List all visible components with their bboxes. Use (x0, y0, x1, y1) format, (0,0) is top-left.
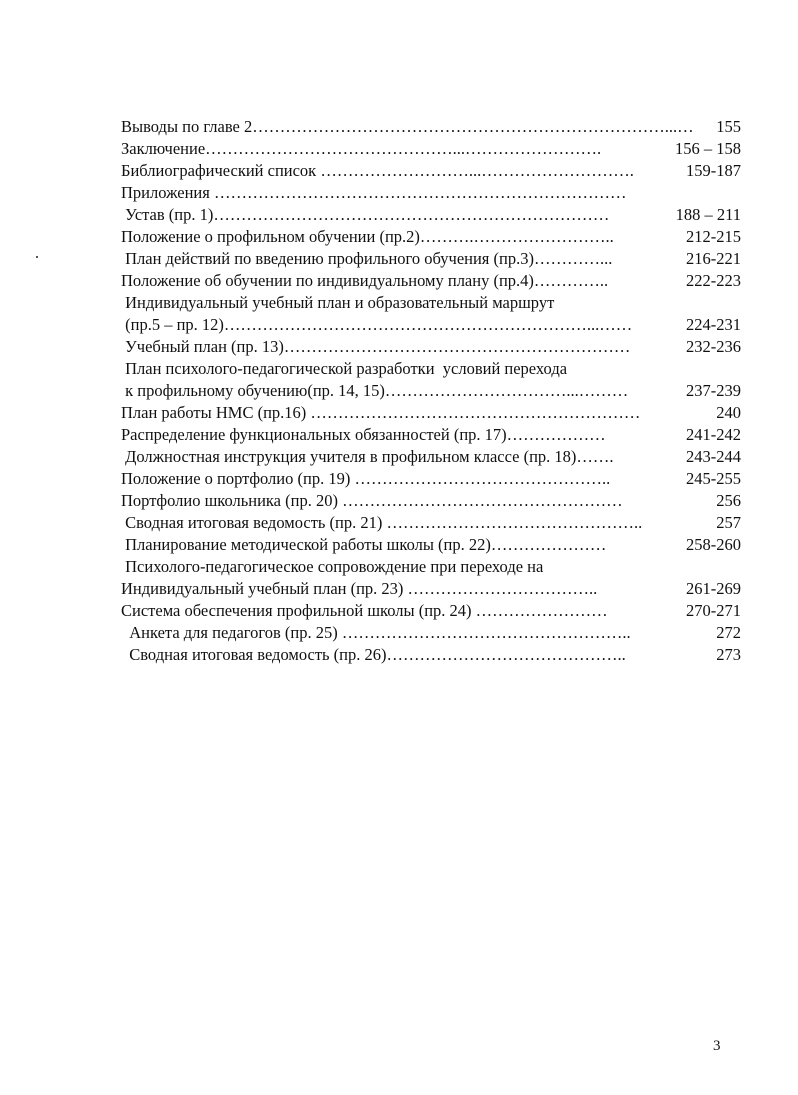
toc-entry-leader: …………………………….. (403, 579, 598, 598)
page-number: 3 (713, 1038, 721, 1054)
toc-entry (121, 424, 741, 446)
toc-entry-leader: ……………… (506, 425, 606, 444)
toc-entry-title: Индивидуальный учебный план и образовательный маршрут (121, 293, 555, 312)
toc-entry-page: 245-255 (686, 469, 741, 488)
toc-entry-page: 155 (716, 117, 741, 136)
toc-entry-leader: ……….…………………….. (419, 227, 614, 246)
toc-entry-title: Приложения (121, 183, 210, 202)
toc-entry-page: 216-221 (686, 249, 741, 268)
toc-entry-leader: ………………… (490, 535, 607, 554)
toc-entry-page: 241-242 (686, 425, 741, 444)
toc-entry-leader: …………... (533, 249, 613, 268)
toc-entry-leader: …………………………………………… (337, 491, 623, 510)
toc-entry-leader: …………………………………………………… (306, 403, 641, 422)
toc-entry-page: 240 (716, 403, 741, 422)
toc-entry (121, 622, 741, 644)
toc-entry-leader: ……………………………………….. (350, 469, 611, 488)
toc-entry-page: 273 (716, 645, 741, 664)
toc-entry (121, 468, 741, 490)
toc-entry (121, 402, 741, 424)
toc-entry-page: 261-269 (686, 579, 741, 598)
toc-entry-title: Должностная инструкция учителя в профильном классе (пр. 18) (121, 447, 577, 466)
toc-entry-leader: …………………………………….. (386, 645, 626, 664)
toc-entry-page: 237-239 (686, 381, 741, 400)
toc-entry (121, 116, 741, 138)
toc-entry-leader: ……………………………………………………………… (213, 205, 610, 224)
toc-entry-title: Сводная итоговая ведомость (пр. 21) (121, 513, 383, 532)
toc-entry-title: План действий по введению профильного обучения (пр.3) (121, 249, 534, 268)
toc-entry-title: Портфолио школьника (пр. 20) (121, 491, 338, 510)
toc-entry (121, 270, 741, 292)
toc-entry (121, 380, 741, 402)
toc-entry-title: Устав (пр. 1) (121, 205, 214, 224)
toc-entry (121, 600, 741, 622)
toc-entry-title: План работы НМС (пр.16) (121, 403, 307, 422)
toc-entry-page: 224-231 (686, 315, 741, 334)
toc-entry-leader: …………………… (471, 601, 608, 620)
scan-speck (36, 256, 38, 258)
toc-entry (121, 292, 741, 314)
toc-entry (121, 226, 741, 248)
toc-entry-title: Распределение функциональных обязанностей (пр. 17) (121, 425, 507, 444)
toc-entry-page: 232-236 (686, 337, 741, 356)
toc-entry-leader: …………………………………………………………………...… (252, 117, 694, 136)
toc-entry-page: 156 – 158 (675, 139, 741, 158)
toc-entry-title: Выводы по главе 2 (121, 117, 253, 136)
toc-entry (121, 182, 741, 204)
toc-entry-page: 212-215 (686, 227, 741, 246)
toc-entry-title: Сводная итоговая ведомость (пр. 26) (121, 645, 387, 664)
toc-entry-title: Индивидуальный учебный план (пр. 23) (121, 579, 404, 598)
toc-entry-title: Система обеспечения профильной школы (пр. 24) (121, 601, 472, 620)
toc-entry (121, 336, 741, 358)
toc-entry (121, 358, 741, 380)
toc-entry (121, 534, 741, 556)
toc-entry (121, 446, 741, 468)
toc-entry-page: 272 (716, 623, 741, 642)
toc-entry-leader: ……………………………………….. (382, 513, 643, 532)
toc-entry-page: 159-187 (686, 161, 741, 180)
toc-entry-leader: ………………………………………………………………… (209, 183, 627, 202)
toc-entry (121, 512, 741, 534)
toc-entry (121, 160, 741, 182)
toc-entry-page: 188 – 211 (675, 205, 741, 224)
toc-entry-title: (пр.5 – пр. 12) (121, 315, 224, 334)
toc-entry-leader: ……………………………………………………… (283, 337, 631, 356)
toc-entry-title: Психолого-педагогическое сопровождение при переходе на (121, 557, 544, 576)
toc-entry-title: Учебный план (пр. 13) (121, 337, 284, 356)
toc-entry-leader: ………….. (533, 271, 609, 290)
toc-entry-title: Заключение (121, 139, 206, 158)
toc-entry-leader: ………………………………………...……………………. (205, 139, 602, 158)
toc-entry-page: 257 (716, 513, 741, 532)
toc-entry-page: 270-271 (686, 601, 741, 620)
toc-entry-title: Библиографический список (121, 161, 317, 180)
toc-entry-page: 258-260 (686, 535, 741, 554)
toc-entry-title: Анкета для педагогов (пр. 25) (121, 623, 338, 642)
toc-entry-page: 222-223 (686, 271, 741, 290)
toc-entry (121, 490, 741, 512)
toc-entry-title: План психолого-педагогической разработки условий перехода (121, 359, 568, 378)
toc-entry (121, 578, 741, 600)
toc-entry-leader: …………………………………………………………...…… (223, 315, 633, 334)
toc-entry-page: 243-244 (686, 447, 741, 466)
toc-entry (121, 204, 741, 226)
toc-entry-leader: …………………………………………….. (337, 623, 631, 642)
toc-entry-title: к профильному обучению(пр. 14, 15) (121, 381, 385, 400)
toc-entry-title: Положение о профильном обучении (пр.2) (121, 227, 420, 246)
toc-entry (121, 314, 741, 336)
toc-entry-title: Положение об обучении по индивидуальному плану (пр.4) (121, 271, 534, 290)
toc-entry-page: 256 (716, 491, 741, 510)
toc-entry (121, 248, 741, 270)
toc-entry-leader: ……………………………...……… (384, 381, 629, 400)
toc-entry (121, 556, 741, 578)
toc-entry (121, 644, 741, 666)
toc-entry-title: Положение о портфолио (пр. 19) (121, 469, 351, 488)
toc-entry (121, 138, 741, 160)
toc-entry-leader: ……. (576, 447, 614, 466)
toc-entry-leader: ………………………...………………………. (316, 161, 634, 180)
toc-entry-title: Планирование методической работы школы (пр. 22) (121, 535, 491, 554)
